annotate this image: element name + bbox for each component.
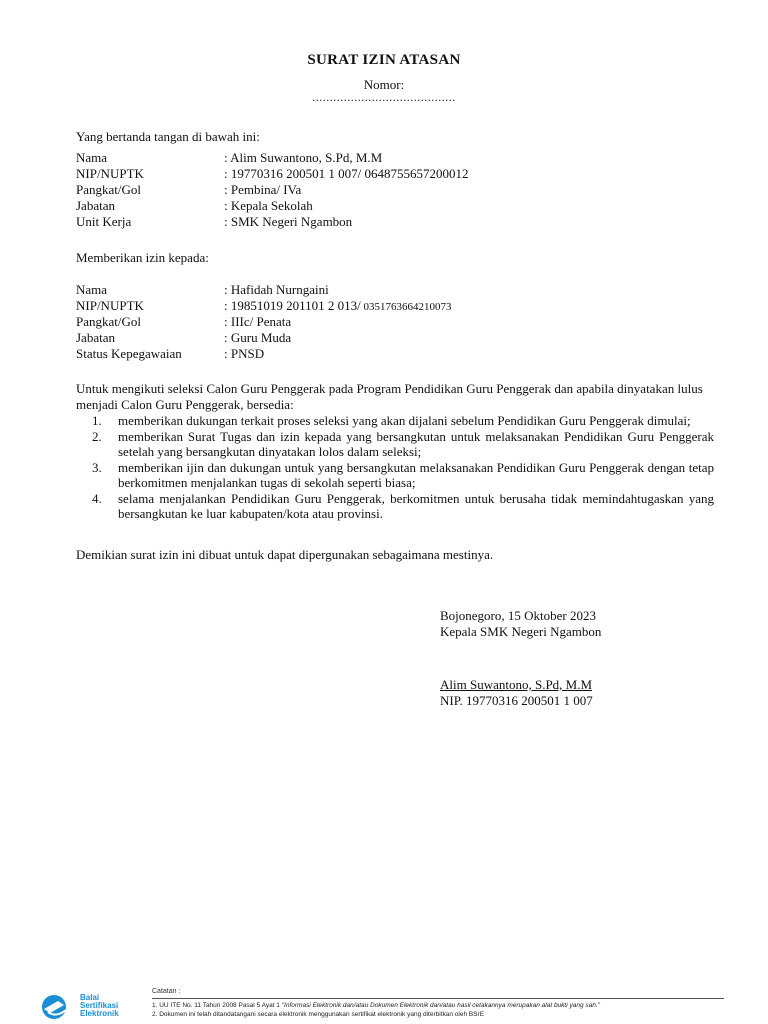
field-value: : Pembina/ IVa: [224, 182, 302, 197]
list-item: [76, 491, 714, 521]
list-number: 1.: [92, 413, 102, 428]
logo-line: Sertifikasi: [80, 1001, 119, 1010]
commitment-list: [76, 413, 714, 522]
signer-position: Kepala SMK Negeri Ngambon: [440, 624, 602, 639]
field-value: : Kepala Sekolah: [224, 198, 313, 213]
field-label: NIP/NUPTK: [76, 298, 144, 313]
field-label: Jabatan: [76, 198, 115, 213]
list-text: memberikan dukungan terkait proses seleksi yang akan dijalani sebelum Pendidikan Guru Penggerak dimulai;: [118, 413, 691, 428]
field-value: [224, 298, 452, 314]
list-item: [76, 460, 714, 490]
nuptk-value: 0351763664210073: [360, 301, 452, 313]
footer-note-2: 2. Dokumen ini telah ditandatangani secara elektronik menggunakan sertifikat elektronik yang diterbitkan oleh BSrE: [152, 1011, 485, 1018]
field-label: Nama: [76, 282, 108, 297]
bsre-logo-text: [80, 994, 119, 1018]
field-label: Status Kepegawaian: [76, 346, 182, 361]
bsre-logo-icon: [38, 992, 78, 1022]
field-value: : SMK Negeri Ngambon: [224, 214, 353, 229]
list-number: 3.: [92, 460, 102, 475]
list-text: memberikan ijin dan dukungan untuk yang bersangkutan melaksanakan Pendidikan Guru Penggerak dengan tetap berkomitmen menjalankan tugas di sekolah seperti biasa;: [118, 460, 714, 490]
list-item: [76, 413, 714, 428]
field-value: : PNSD: [224, 346, 265, 361]
letter-title: SURAT IZIN ATASAN: [307, 52, 461, 68]
field-label: Unit Kerja: [76, 214, 132, 229]
field-value: : IIIc/ Penata: [224, 314, 292, 329]
nip-value: : 19851019 201101 2 013/: [224, 298, 361, 313]
field-value: : 19770316 200501 1 007/ 0648755657200012: [224, 166, 469, 181]
field-value: : Alim Suwantono, S.Pd, M.M: [224, 150, 383, 165]
field-value: : Guru Muda: [224, 330, 292, 345]
footer-note-1: [152, 1002, 600, 1009]
closing-text: Demikian surat izin ini dibuat untuk dapat dipergunakan sebagaimana mestinya.: [76, 547, 494, 562]
list-text: selama menjalankan Pendidikan Guru Penggerak, berkomitmen untuk berusaha tidak memindahtugaskan yang bersangkutan ke luar kabupaten/kota atau provinsi.: [118, 491, 714, 521]
logo-line: Elektronik: [80, 1009, 119, 1018]
field-value: : Hafidah Nurngaini: [224, 282, 329, 297]
list-item: [76, 429, 714, 459]
field-label: NIP/NUPTK: [76, 166, 144, 181]
signer-name: Alim Suwantono, S.Pd, M.M: [440, 677, 593, 692]
field-label: Nama: [76, 150, 108, 165]
grant-intro-text: Memberikan izin kepada:: [76, 250, 209, 265]
list-number: 4.: [92, 491, 102, 506]
list-text: memberikan Surat Tugas dan izin kepada yang bersangkutan untuk melaksanakan Pendidikan Guru Penggerak setelah yang bersangkutan dinyatakan lolos dalam seleksi;: [118, 429, 714, 459]
place-date: Bojonegoro, 15 Oktober 2023: [440, 608, 596, 623]
signer-nip: NIP. 19770316 200501 1 007: [440, 693, 593, 708]
logo-line: Balai: [80, 993, 100, 1002]
note-quote: "Informasi Elektronik dan/atau Dokumen Elektronik dan/atau hasil cetakannya merupakan alat bukti yang sah.": [281, 1002, 600, 1009]
note-text: 1. UU ITE No. 11 Tahun 2008 Pasal 5 Ayat 1: [152, 1002, 282, 1009]
body-paragraph: Untuk mengikuti seleksi Calon Guru Penggerak pada Program Pendidikan Guru Penggerak dan apabila dinyatakan lulus menjadi Calon Guru Penggerak, bersedia:: [76, 381, 703, 412]
field-label: Pangkat/Gol: [76, 314, 141, 329]
list-number: 2.: [92, 429, 102, 444]
nomor-label: Nomor:: [363, 77, 405, 92]
field-label: Pangkat/Gol: [76, 182, 141, 197]
footer-caption: Catatan :: [152, 988, 181, 995]
field-label: Jabatan: [76, 330, 115, 345]
intro-text: Yang bertanda tangan di bawah ini:: [76, 129, 260, 144]
nomor-value: .........................................: [312, 90, 456, 104]
footer-divider: [152, 998, 724, 999]
